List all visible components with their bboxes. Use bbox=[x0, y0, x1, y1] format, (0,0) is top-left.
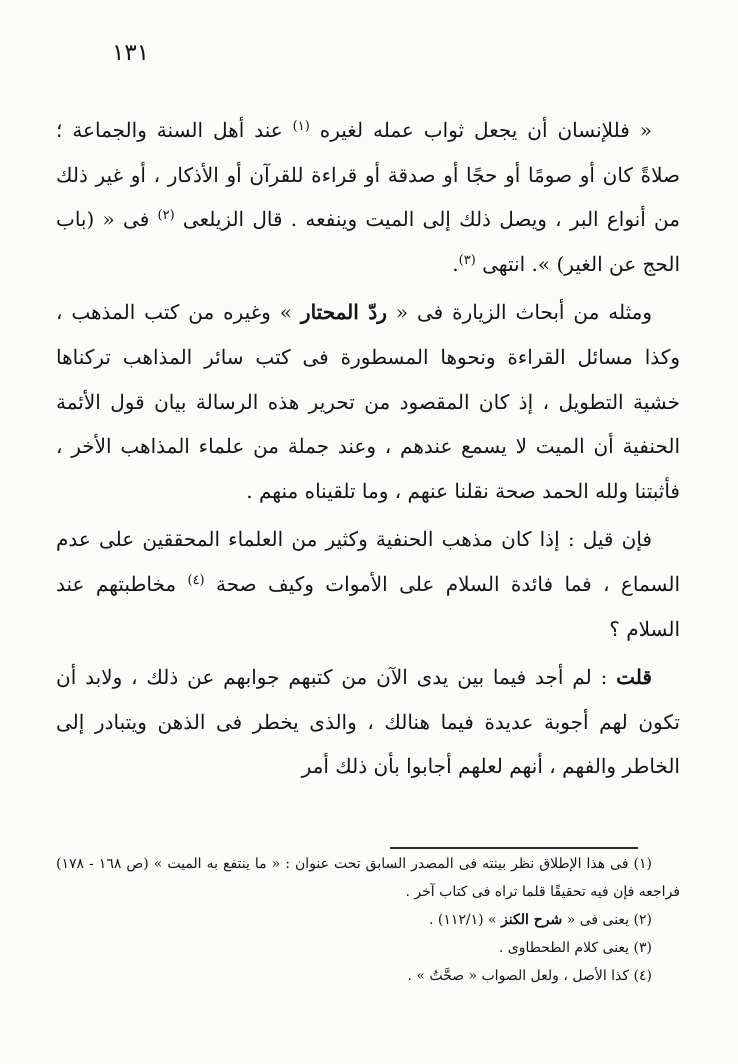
paragraph-1: « فللإنسان أن يجعل ثواب عمله لغيره $^{(١)}$ عند أهل السنة والجماعة ؛ صلاةً كان أو صومًا أو حجًا أو صدقة أو قراءة للقرآن أو الأذكار ، أو غير ذلك من أنواع البر ، ويصل ذلك إلى الميت وينفعه . قال الزيلعى $^{(٢)}$ فى « (باب الحج عن الغير) ». انتهى $^{(٣)}$. bbox=[56, 118, 680, 276]
paragraph-4: قلت : لم أجد فيما بين يدى الآن من كتبهم جوابهم عن ذلك ، ولابد أن تكون لهم أجوبة عديدة فيما هنالك ، والذى يخطر فى الذهن ويتبادر إلى الخاطر والفهم ، أنهم لعلهم أجابوا بأن ذلك أمر bbox=[56, 665, 680, 779]
footnote-3: (٣) يعنى كلام الطحطاوى . bbox=[498, 940, 652, 956]
footnote-ref-1: (١) bbox=[292, 119, 310, 134]
footnote-divider bbox=[390, 847, 638, 849]
footnotes bbox=[56, 850, 680, 990]
footnote-2: (٢) يعنى فى « شرح الكنز » (١١٢/١) . bbox=[428, 912, 652, 928]
footnote-4: (٤) كذا الأصل ، ولعل الصواب « صحَّتُ » . bbox=[407, 968, 652, 984]
paragraph-3: فإن قيل : إذا كان مذهب الحنفية وكثير من العلماء المحققين على عدم السماع ، فما فائدة السلام على الأموات وكيف صحة $^{(٤)}$ مخاطبتهم عند السلام ؟ bbox=[56, 527, 680, 641]
footnote-ref-2: (٢) bbox=[157, 208, 175, 224]
qultu-heading: قلت bbox=[616, 665, 652, 690]
footnote-1: (١) فى هذا الإطلاق نظر بينته فى المصدر السابق تحت عنوان : « ما ينتفع به الميت » (ص ١٦٨ - ١٧٨) فراجعه فإن فيه تحقيقًا قلما تراه فى كتاب آخر . bbox=[56, 856, 680, 900]
body-text bbox=[56, 108, 680, 789]
footnote-ref-4: (٤) bbox=[187, 572, 205, 588]
page-number: ١٣١ bbox=[112, 40, 150, 66]
book-title-sharh-al-kanz: شرح الكنز bbox=[501, 912, 563, 928]
paragraph-2: ومثله من أبحاث الزيارة فى « ردّ المحتار » وغيره من كتب المذهب ، وكذا مسائل القراءة ونحوها المسطورة فى كتب سائر المذاهب تركناها خشية التطويل ، إذ كان المقصود من تحرير هذه الرسالة بيان قول الأئمة الحنفية أن الميت لا يسمع عندهم ، وعند جملة من علماء المذاهب الأخر ، فأثبتنا ولله الحمد صحة نقلنا عنهم ، وما تلقيناه منهم . bbox=[56, 300, 680, 503]
footnote-ref-3: (٣) bbox=[458, 252, 476, 268]
book-title-radd-al-muhtar: ردّ المحتار bbox=[300, 300, 387, 325]
